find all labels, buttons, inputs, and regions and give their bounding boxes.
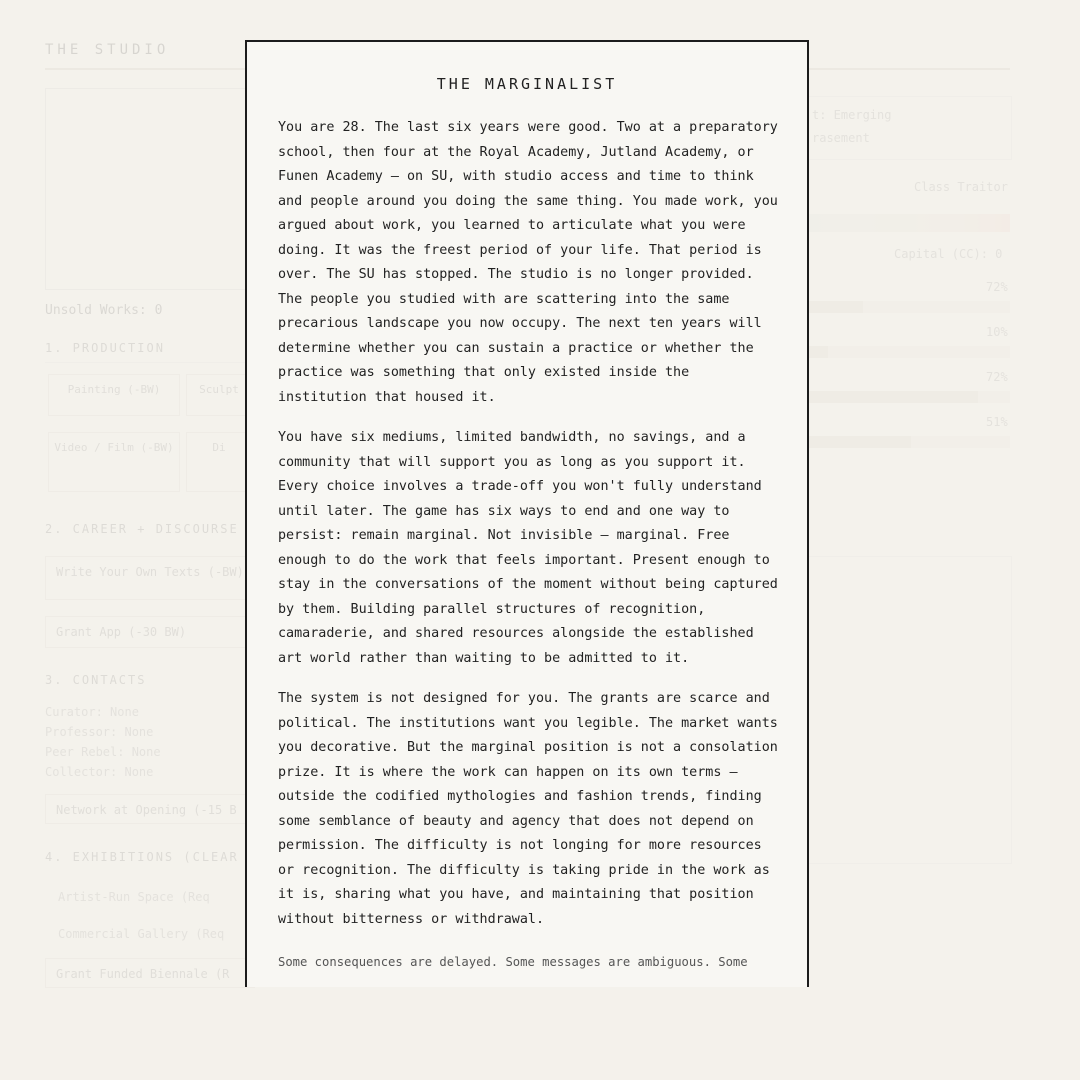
modal-title: THE MARGINALIST xyxy=(436,75,618,93)
intro-modal xyxy=(245,40,809,987)
intro-note: Some consequences are delayed. Some messages are ambiguous. Some xyxy=(278,955,748,969)
intro-paragraph: You are 28. The last six years were good. Two at a preparatory school, then four at the Royal Academy, Jutland Academy, or Funen Academy — on SU, with studio access and time to think and people around you doing the same thing. You made work, you argued about work, you learned to articulate what you were doing. It was the freest period of your life. That period is over. The SU has stopped. The studio is no longer provided. The people you studied with are scattering into the same precarious landscape you now occupy. The next ten years will determine whether you can sustain a practice or whether the practice was something that only existed inside the institution that housed it. xyxy=(278,120,778,405)
intro-paragraph: The system is not designed for you. The grants are scarce and political. The institutions want you legible. The market wants you decorative. But the marginal position is not a consolation prize. It is where the work can happen on its own terms — outside the codified mythologies and fashion trends, finding some semblance of beauty and agency that does not depend on permission. The difficulty is not longing for more resources or recognition. The difficulty is taking pride in the work as it is, sharing what you have, and maintaining that position without bitterness or withdrawal. xyxy=(278,691,778,927)
modal-body xyxy=(278,116,783,987)
intro-paragraph: You have six mediums, limited bandwidth, no savings, and a community that will support you as long as you support it. Every choice involves a trade-off you won't fully understand until later. The game has six ways to end and one way to persist: remain marginal. Not invisible — marginal. Free enough to do the work that feels important. Present enough to stay in the conversations of the moment without being captured by them. Building parallel structures of recognition, camaraderie, and shared resources alongside the established art world rather than waiting to be admitted to it. xyxy=(278,430,778,666)
